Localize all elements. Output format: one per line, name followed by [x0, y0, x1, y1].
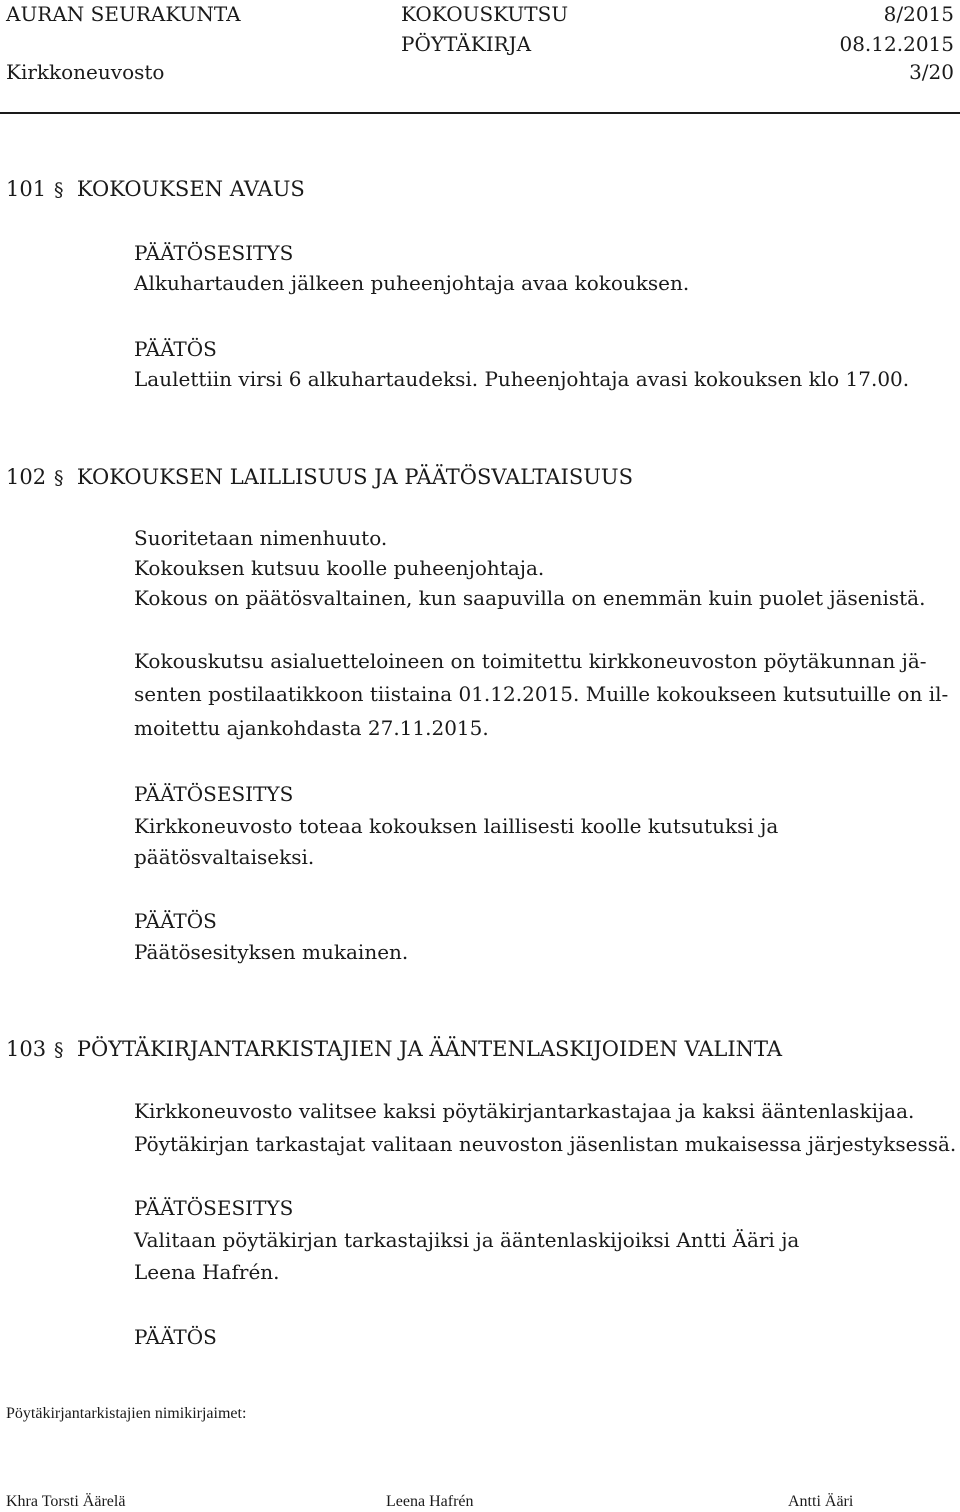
item-103-proposal-line: Leena Hafrén.	[134, 1260, 280, 1284]
item-102-intro-line: Kokouksen kutsuu koolle puheenjohtaja.	[134, 556, 545, 580]
item-102-decision-text: Päätösesityksen mukainen.	[134, 940, 409, 964]
item-101-title: KOKOUKSEN AVAUS	[76, 177, 305, 201]
item-102-proposal-line: päätösvaltaiseksi.	[134, 845, 315, 869]
section-symbol: §	[54, 1039, 64, 1061]
item-102-info-line: Kokouskutsu asialuetteloineen on toimitettu kirkkoneuvoston pöytäkunnan jä-	[134, 649, 927, 673]
item-101-decision-text: Laulettiin virsi 6 alkuhartaudeksi. Puheenjohtaja avasi kokouksen klo 17.00.	[134, 367, 910, 391]
item-101-number: 101	[6, 177, 47, 201]
section-symbol: §	[54, 467, 64, 489]
item-102-info-line: senten postilaatikkoon tiistaina 01.12.2015. Muille kokoukseen kutsutuille on il-	[134, 682, 949, 706]
item-102-proposal-label: PÄÄTÖSESITYS	[134, 782, 294, 806]
item-101-decision-label: PÄÄTÖS	[134, 337, 217, 361]
item-102-number: 102	[6, 465, 47, 489]
item-102-decision-label: PÄÄTÖS	[134, 909, 217, 933]
item-103-intro-line: Kirkkoneuvosto valitsee kaksi pöytäkirjantarkastajaa ja kaksi ääntenlaskijaa.	[134, 1099, 915, 1123]
footer-signer-1: Khra Torsti Äärelä	[6, 1493, 126, 1510]
footer-signer-2: Leena Hafrén	[386, 1493, 474, 1510]
item-102-proposal-line: Kirkkoneuvosto toteaa kokouksen laillisesti koolle kutsutuksi ja	[134, 814, 779, 838]
header-meeting-number: 8/2015	[883, 2, 954, 26]
header-rule	[0, 112, 960, 114]
footer-initials-label: Pöytäkirjantarkistajien nimikirjaimet:	[6, 1405, 247, 1422]
item-103-proposal-label: PÄÄTÖSESITYS	[134, 1196, 294, 1220]
item-103-proposal-line: Valitaan pöytäkirjan tarkastajiksi ja ääntenlaskijoiksi Antti Ääri ja	[134, 1228, 800, 1252]
header-doc-type-1: KOKOUSKUTSU	[401, 2, 569, 26]
header-page-number: 3/20	[909, 60, 954, 84]
item-101-proposal-label: PÄÄTÖSESITYS	[134, 241, 294, 265]
document-header	[0, 0, 960, 114]
item-103-number: 103	[6, 1037, 47, 1061]
item-103-intro-line: Pöytäkirjan tarkastajat valitaan neuvoston jäsenlistan mukaisessa järjestyksessä.	[134, 1132, 957, 1156]
item-101-title-row	[6, 176, 305, 203]
item-103-title: PÖYTÄKIRJANTARKISTAJIEN JA ÄÄNTENLASKIJOIDEN VALINTA	[76, 1037, 783, 1061]
item-103-title-row	[6, 1036, 782, 1063]
item-103-decision-label: PÄÄTÖS	[134, 1325, 217, 1349]
item-102-intro-line: Suoritetaan nimenhuuto.	[134, 526, 388, 550]
header-organization: AURAN SEURAKUNTA	[6, 2, 241, 26]
item-101-proposal-text: Alkuhartauden jälkeen puheenjohtaja avaa kokouksen.	[134, 271, 690, 295]
header-date: 08.12.2015	[839, 32, 954, 56]
item-102-info-line: moitettu ajankohdasta 27.11.2015.	[134, 716, 489, 740]
header-body: Kirkkoneuvosto	[6, 60, 165, 84]
section-symbol: §	[54, 179, 64, 201]
footer-signer-3: Antti Ääri	[788, 1493, 854, 1510]
item-102-title-row	[6, 464, 633, 491]
item-102-title: KOKOUKSEN LAILLISUUS JA PÄÄTÖSVALTAISUUS	[76, 465, 634, 489]
item-102-intro-line: Kokous on päätösvaltainen, kun saapuvilla on enemmän kuin puolet jäsenistä.	[134, 586, 926, 610]
header-doc-type-2: PÖYTÄKIRJA	[401, 32, 532, 56]
